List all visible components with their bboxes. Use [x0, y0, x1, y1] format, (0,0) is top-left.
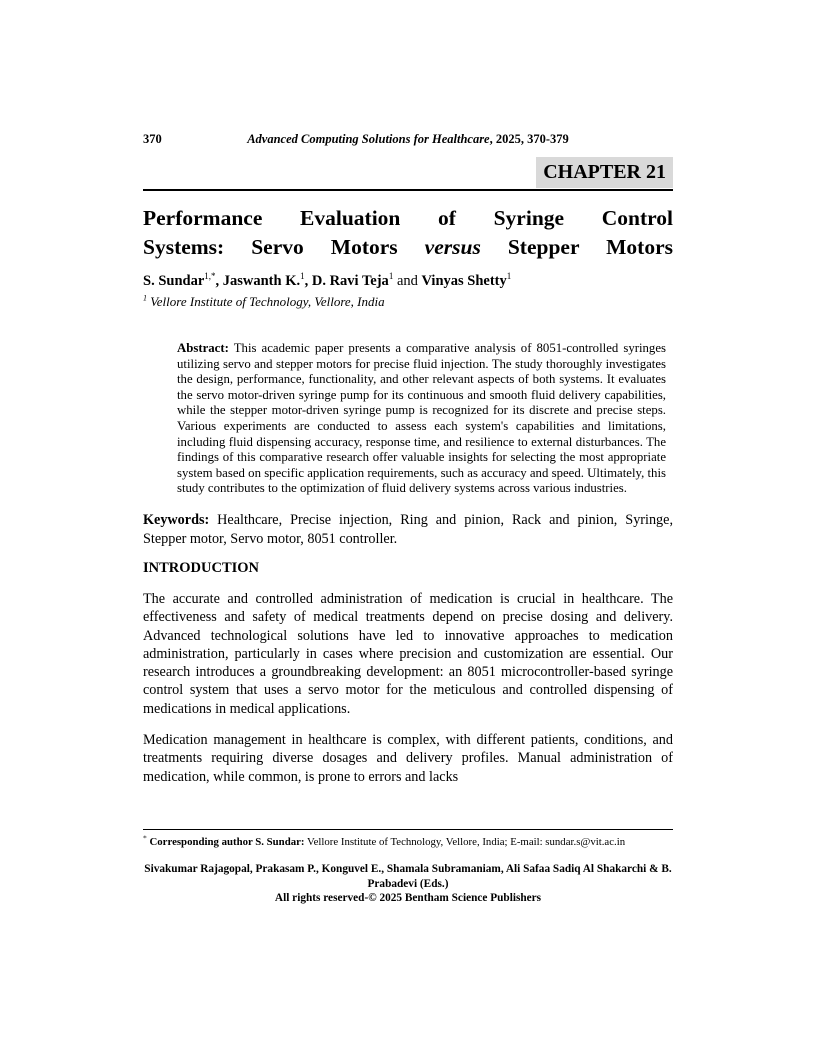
paper-title-line-1: Performance Evaluation of Syringe Control — [143, 206, 673, 230]
title-versus-italic: versus — [424, 235, 481, 259]
title-text: Systems: Servo Motors — [143, 235, 425, 259]
abstract-label: Abstract: — [177, 341, 229, 355]
author-name: S. Sundar — [143, 273, 205, 289]
keywords — [143, 511, 673, 549]
keywords-label: Keywords: — [143, 511, 210, 528]
author-affiliation-marker: 1 — [388, 271, 394, 282]
author-affiliation-marker: 1 — [506, 271, 512, 282]
running-head — [143, 132, 673, 147]
affiliation-line — [143, 294, 673, 310]
footnote-asterisk: * — [143, 833, 147, 843]
section-heading-introduction: INTRODUCTION — [143, 559, 260, 576]
introduction-paragraph-1: The accurate and controlled administration of medication is crucial in healthcare. The effectiveness and safety of medical treatments depend on precise dosing and delivery. Advanced technological solutions have led to innovative approaches to medication administration, particularly in cases where precision and customization are essential. Our research introduces a groundbreaking development: an 8051 microcontroller-based syringe control system that uses a servo motor for the meticulous and controlled dispensing of medications in medical applications. — [143, 590, 673, 717]
copyright-line: All rights reserved-© 2025 Bentham Science Publishers — [274, 892, 542, 904]
keywords-text: Healthcare, Precise injection, Ring and pinion, Rack and pinion, Syringe, Stepper motor, Servo motor, 8051 controller. — [143, 511, 673, 547]
affiliation-marker: 1 — [143, 293, 148, 303]
chapter-badge: CHAPTER 21 — [536, 157, 673, 188]
paper-title-line-2 — [143, 233, 673, 262]
author-name: Vinyas Shetty — [421, 273, 507, 289]
authors-separator: and — [393, 273, 422, 289]
author-name: , Jaswanth K. — [215, 273, 301, 289]
corresponding-author-footnote — [143, 833, 673, 849]
author-affiliation-marker: 1 — [300, 271, 305, 282]
author-name: , D. Ravi Teja — [304, 273, 389, 289]
abstract-text: This academic paper presents a comparative analysis of 8051-controlled syringes utilizing servo and stepper motors for precise fluid injection. The study thoroughly investigates the design, performance, functionality, and other relevant aspects of both systems. It evaluates the servo motor-driven syringe pump for its continuous and smooth fluid delivery capabilities, while the stepper motor-driven syringe pump is recognized for its discrete and precise steps. Various experiments are conducted to assess each system's capabilities and limitations, including fluid dispensing accuracy, response time, and resilience to external disturbances. The findings of this comparative research offer valuable insights for selecting the most appropriate system based on specific application requirements, such as accuracy and speed. Ultimately, this study contributes to the optimization of fluid delivery systems across various industries. — [177, 341, 666, 496]
paper-title — [143, 204, 673, 262]
journal-title-suffix: , 2025, 370-379 — [489, 132, 569, 146]
footnote-label: Corresponding author S. Sundar: — [146, 836, 305, 848]
title-text: Stepper Motors — [480, 235, 673, 259]
introduction-paragraph-2: Medication management in healthcare is complex, with different patients, conditions, and treatments requiring diverse dosages and delivery profiles. Manual administration of medication, while common, is prone to errors and lacks — [143, 732, 673, 785]
journal-title: Advanced Computing Solutions for Healthcare — [247, 132, 490, 146]
chapter-rule — [143, 157, 673, 191]
editors-line: Sivakumar Rajagopal, Prakasam P., Konguvel E., Shamala Subramaniam, Ali Safaa Sadiq Al Shakarchi & B. Prabadevi (Eds.) — [144, 863, 672, 890]
authors-line — [143, 272, 673, 290]
affiliation-text: Vellore Institute of Technology, Vellore, India — [147, 294, 385, 309]
footnote-text: Vellore Institute of Technology, Vellore, India; E-mail: sundar.s@vit.ac.in — [304, 836, 626, 848]
page-footer — [143, 829, 673, 906]
page-number: 370 — [143, 132, 162, 146]
page-content — [143, 0, 673, 786]
author-affiliation-marker: 1,* — [204, 271, 216, 282]
abstract — [143, 341, 673, 497]
